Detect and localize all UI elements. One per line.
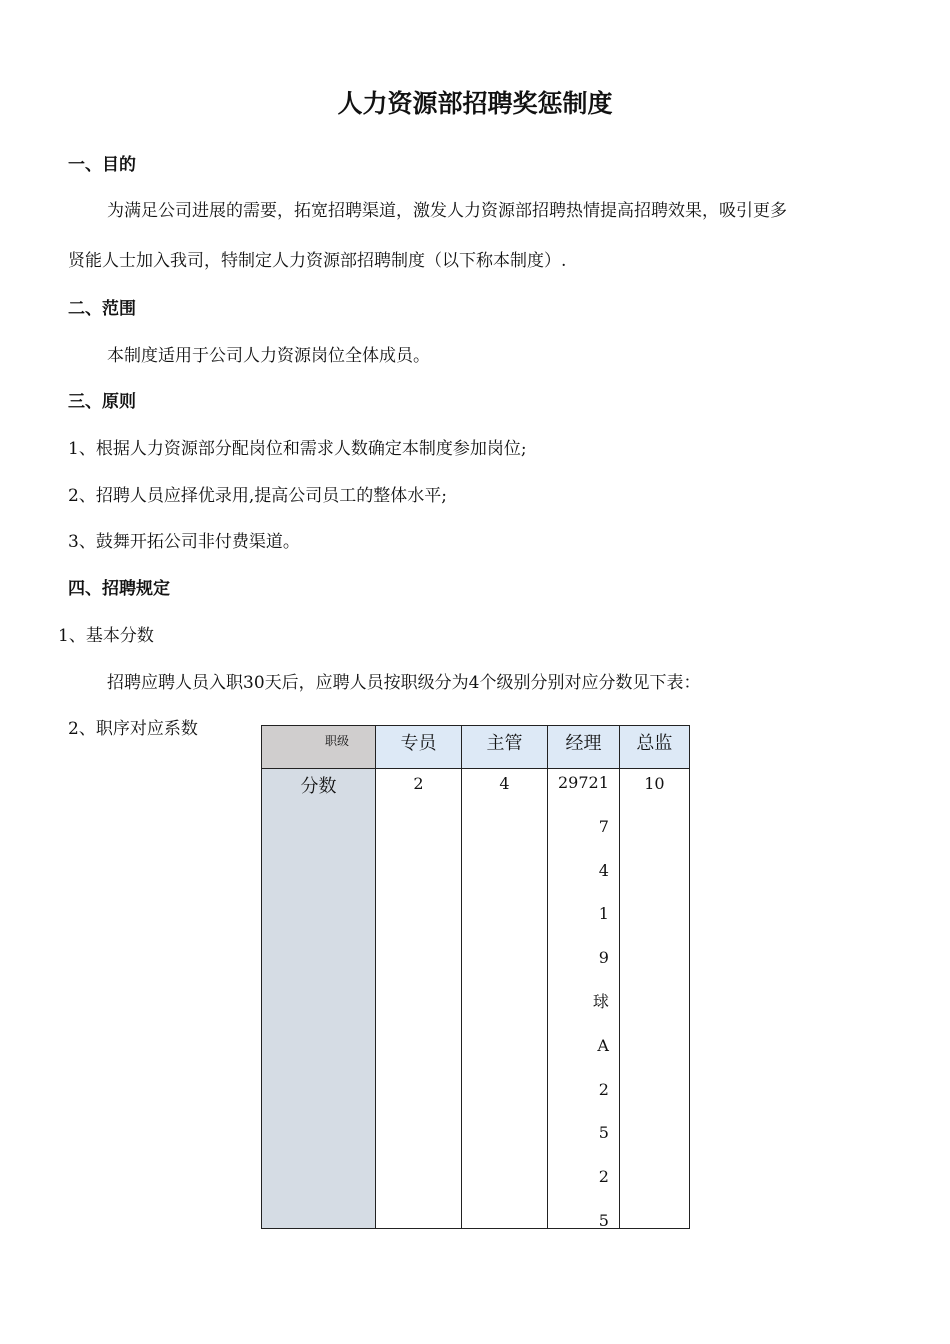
section-3-heading: 三、原则: [68, 392, 136, 412]
manager-value-line: 7: [598, 816, 609, 836]
manager-value-line: A: [597, 1035, 609, 1055]
sub-heading-coefficient: 2、职序对应系数: [68, 719, 198, 739]
value-cell-manager: [548, 769, 620, 1229]
sub-heading-basic-score: 1、基本分数: [58, 626, 154, 646]
manager-value-line: 4: [598, 860, 609, 880]
section-4-heading: 四、招聘规定: [68, 579, 170, 599]
corner-label: 职级: [324, 734, 349, 748]
header-label: 主管: [486, 733, 523, 754]
manager-value-line: 9: [598, 948, 609, 968]
header-cell-specialist: [376, 726, 462, 769]
section-2-paragraph: 本制度适用于公司人力资源岗位全体成员。: [107, 346, 430, 366]
header-label: 总监: [636, 733, 673, 754]
header-cell-director: [619, 726, 689, 769]
manager-value-line: 2: [598, 1167, 609, 1187]
header-cell-manager: [548, 726, 620, 769]
manager-value-line: 5: [598, 1123, 609, 1143]
table-corner-cell: [262, 726, 376, 769]
table-row: [262, 769, 690, 1229]
manager-value-line: 29721: [558, 773, 609, 792]
manager-value-line: 5: [598, 1210, 609, 1230]
section-2-heading: 二、范围: [68, 299, 136, 319]
value-cell-specialist: [376, 769, 462, 1229]
principle-item-2: 2、招聘人员应择优录用,提高公司员工的整体水平;: [68, 486, 447, 506]
manager-value-line: 2: [598, 1079, 609, 1099]
value-cell-supervisor: [462, 769, 548, 1229]
value-cell-director: [619, 769, 689, 1229]
value-text: 10: [644, 774, 665, 793]
row-label-cell: [262, 769, 376, 1229]
header-label: 专员: [400, 733, 437, 754]
section-1-paragraph-line-1: 为满足公司进展的需要，拓宽招聘渠道，激发人力资源部招聘热情提高招聘效果，吸引更多: [107, 201, 787, 221]
principle-item-3: 3、鼓舞开拓公司非付费渠道。: [68, 532, 300, 552]
section-1-paragraph-line-2: 贤能人士加入我司，特制定人力资源部招聘制度（以下称本制度）.: [68, 251, 567, 271]
header-cell-supervisor: [462, 726, 548, 769]
value-text: 2: [413, 774, 424, 793]
manager-value-line: 球: [592, 991, 609, 1011]
row-label: 分数: [300, 776, 337, 797]
value-text: 4: [499, 774, 510, 793]
manager-value-line: 1: [598, 904, 609, 924]
basic-score-paragraph: 招聘应聘人员入职30天后，应聘人员按职级分为4个级别分别对应分数见下表：: [107, 673, 701, 693]
header-label: 经理: [565, 733, 602, 754]
principle-item-1: 1、根据人力资源部分配岗位和需求人数确定本制度参加岗位;: [68, 439, 527, 459]
section-1-heading: 一、目的: [68, 155, 136, 175]
table-header-row: [262, 726, 690, 769]
score-table: [261, 725, 690, 1229]
document-title: 人力资源部招聘奖惩制度: [337, 89, 613, 118]
